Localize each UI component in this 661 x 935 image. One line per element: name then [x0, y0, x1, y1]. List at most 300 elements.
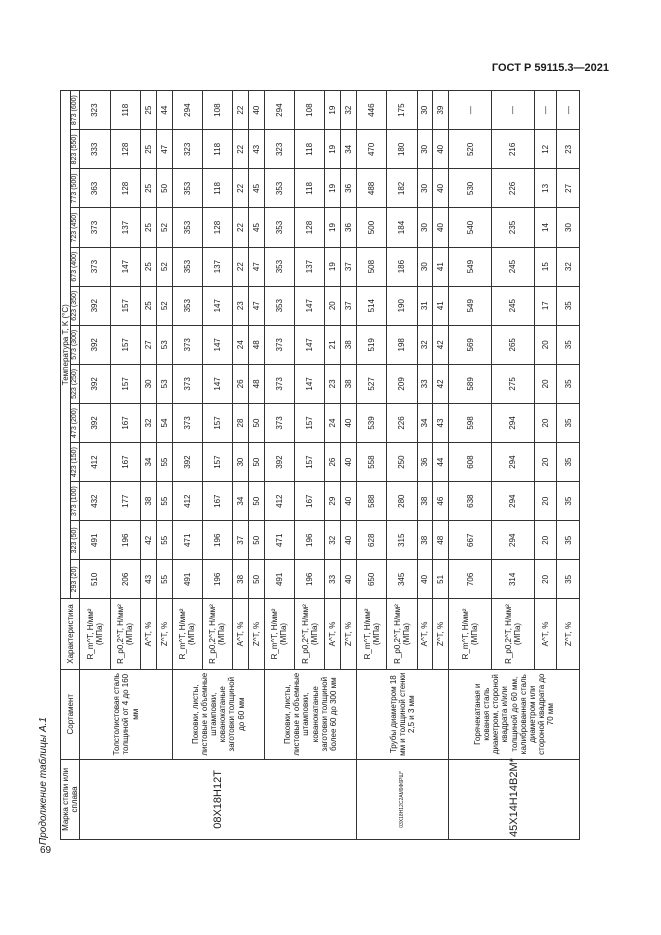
temperature-cell: 673 (400) [71, 247, 80, 286]
characteristic-cell: R_m^T, Н/мм² (МПа) [449, 599, 492, 669]
value-cell: 25 [140, 169, 156, 208]
table-row [264, 91, 294, 840]
value-cell: 314 [492, 560, 535, 599]
value-cell: 34 [341, 130, 357, 169]
value-cell: 118 [110, 91, 140, 130]
value-cell: 491 [172, 560, 202, 599]
value-cell: 196 [295, 521, 325, 560]
value-cell: 27 [557, 169, 580, 208]
value-cell: 50 [248, 521, 264, 560]
sortament-header: Сортамент [61, 669, 80, 759]
value-cell: 30 [417, 130, 433, 169]
grade-cell: 45Х14Н14В2М* [449, 759, 580, 839]
value-cell: 20 [534, 364, 556, 403]
value-cell: 323 [172, 130, 202, 169]
value-cell: 137 [295, 247, 325, 286]
value-cell: 128 [110, 169, 140, 208]
value-cell: 52 [156, 286, 172, 325]
value-cell: 147 [110, 247, 140, 286]
value-cell: 25 [140, 91, 156, 130]
value-cell: 42 [433, 325, 449, 364]
value-cell: 13 [534, 169, 556, 208]
value-cell: 471 [172, 521, 202, 560]
value-cell: 40 [341, 403, 357, 442]
characteristic-cell: R_m^T, Н/мм² (МПа) [264, 599, 294, 669]
value-cell: 373 [80, 247, 110, 286]
value-cell: 20 [534, 325, 556, 364]
value-cell: 43 [433, 403, 449, 442]
value-cell: 373 [172, 364, 202, 403]
value-cell: 17 [534, 286, 556, 325]
value-cell: 27 [140, 325, 156, 364]
value-cell: 43 [248, 130, 264, 169]
value-cell: 157 [202, 443, 232, 482]
characteristic-cell: Z^T, % [156, 599, 172, 669]
value-cell: 530 [449, 169, 492, 208]
value-cell: 353 [172, 169, 202, 208]
value-cell: 598 [449, 403, 492, 442]
value-cell: 392 [80, 325, 110, 364]
value-cell: 25 [140, 247, 156, 286]
value-cell: — [534, 91, 556, 130]
value-cell: 44 [156, 91, 172, 130]
value-cell: 32 [140, 403, 156, 442]
value-cell: 40 [341, 482, 357, 521]
value-cell: 24 [325, 403, 341, 442]
value-cell: 38 [417, 521, 433, 560]
characteristic-header: Характеристика [61, 599, 80, 669]
value-cell: 265 [492, 325, 535, 364]
value-cell: 41 [433, 247, 449, 286]
value-cell: 41 [433, 286, 449, 325]
value-cell: 40 [248, 91, 264, 130]
value-cell: 22 [233, 130, 249, 169]
characteristic-cell: R_p0,2^T, Н/мм² (МПа) [387, 599, 417, 669]
value-cell: 180 [387, 130, 417, 169]
value-cell: 35 [557, 364, 580, 403]
sortament-cell: Поковки, листы, листовые и объемные штамповки, кованокатаные заготовки толщиной до 60 мм [172, 669, 264, 759]
value-cell: 392 [172, 443, 202, 482]
value-cell: 412 [80, 443, 110, 482]
value-cell: 36 [417, 443, 433, 482]
value-cell: 34 [140, 443, 156, 482]
value-cell: 147 [202, 325, 232, 364]
value-cell: 196 [202, 521, 232, 560]
value-cell: 50 [248, 443, 264, 482]
temperature-cell: 623 (350) [71, 286, 80, 325]
value-cell: 23 [233, 286, 249, 325]
value-cell: 55 [156, 482, 172, 521]
temperature-cell: 323 (50) [71, 521, 80, 560]
value-cell: 137 [202, 247, 232, 286]
value-cell: 38 [140, 482, 156, 521]
value-cell: 14 [534, 208, 556, 247]
value-cell: 46 [433, 482, 449, 521]
characteristic-cell: R_p0,2^T, Н/мм² (МПа) [492, 599, 535, 669]
value-cell: 40 [341, 443, 357, 482]
value-cell: 353 [264, 169, 294, 208]
characteristic-cell: R_m^T, Н/мм² (МПа) [172, 599, 202, 669]
value-cell: 186 [387, 247, 417, 286]
temperature-cell: 773 (500) [71, 169, 80, 208]
value-cell: 209 [387, 364, 417, 403]
sortament-cell: Поковки, листы, листовые и объемные штамповки, кованокатаные заготовки толщиной более 60 до 300 мм [264, 669, 356, 759]
value-cell: 167 [202, 482, 232, 521]
value-cell: 40 [417, 560, 433, 599]
value-cell: 22 [233, 208, 249, 247]
value-cell: 54 [156, 403, 172, 442]
characteristic-cell: R_m^T, Н/мм² (МПа) [357, 599, 387, 669]
temperature-cell: 573 (300) [71, 325, 80, 364]
temperature-cell: 473 (200) [71, 403, 80, 442]
value-cell: 32 [417, 325, 433, 364]
value-cell: 588 [357, 482, 387, 521]
value-cell: 45 [248, 208, 264, 247]
table-row [357, 91, 387, 840]
value-cell: 38 [417, 482, 433, 521]
characteristic-cell: R_p0,2^T, Н/мм² (МПа) [295, 599, 325, 669]
value-cell: 667 [449, 521, 492, 560]
temperature-cell: 873 (600) [71, 91, 80, 130]
value-cell: 373 [172, 325, 202, 364]
value-cell: 42 [433, 364, 449, 403]
value-cell: 48 [433, 521, 449, 560]
value-cell: 40 [341, 521, 357, 560]
value-cell: 315 [387, 521, 417, 560]
value-cell: 226 [492, 169, 535, 208]
value-cell: 323 [80, 91, 110, 130]
value-cell: 175 [387, 91, 417, 130]
value-cell: 294 [264, 91, 294, 130]
value-cell: 30 [417, 169, 433, 208]
value-cell: 53 [156, 325, 172, 364]
value-cell: 22 [233, 91, 249, 130]
value-cell: 40 [433, 130, 449, 169]
value-cell: 157 [295, 443, 325, 482]
value-cell: 50 [248, 482, 264, 521]
value-cell: 42 [140, 521, 156, 560]
value-cell: 392 [80, 364, 110, 403]
value-cell: 549 [449, 247, 492, 286]
value-cell: 147 [295, 364, 325, 403]
value-cell: 363 [80, 169, 110, 208]
value-cell: — [492, 91, 535, 130]
characteristic-cell: Z^T, % [557, 599, 580, 669]
value-cell: 37 [233, 521, 249, 560]
value-cell: 196 [202, 560, 232, 599]
value-cell: 22 [233, 247, 249, 286]
value-cell: 35 [557, 560, 580, 599]
value-cell: 333 [80, 130, 110, 169]
value-cell: 25 [140, 208, 156, 247]
value-cell: 491 [264, 560, 294, 599]
value-cell: 157 [295, 403, 325, 442]
value-cell: 470 [357, 130, 387, 169]
value-cell: 323 [264, 130, 294, 169]
rotated-table-container [60, 90, 580, 840]
value-cell: 30 [417, 208, 433, 247]
characteristic-cell: R_p0,2^T, Н/мм² (МПа) [110, 599, 140, 669]
value-cell: 20 [325, 286, 341, 325]
value-cell: 353 [172, 208, 202, 247]
value-cell: 108 [202, 91, 232, 130]
value-cell: 52 [156, 208, 172, 247]
temperature-cell: 823 (550) [71, 130, 80, 169]
value-cell: 650 [357, 560, 387, 599]
value-cell: 21 [325, 325, 341, 364]
value-cell: 40 [433, 208, 449, 247]
value-cell: 51 [433, 560, 449, 599]
value-cell: 31 [417, 286, 433, 325]
sortament-cell: Толстолистовая сталь толщиной от 4 до 160 мм [80, 669, 172, 759]
value-cell: 250 [387, 443, 417, 482]
value-cell: 128 [295, 208, 325, 247]
value-cell: 19 [325, 208, 341, 247]
value-cell: 235 [492, 208, 535, 247]
value-cell: 53 [156, 364, 172, 403]
table-row [80, 91, 110, 840]
value-cell: 569 [449, 325, 492, 364]
value-cell: 118 [295, 130, 325, 169]
value-cell: 412 [264, 482, 294, 521]
temperature-cell: 423 (150) [71, 443, 80, 482]
characteristic-cell: Z^T, % [248, 599, 264, 669]
properties-table [60, 90, 580, 840]
value-cell: 353 [172, 247, 202, 286]
value-cell: 26 [325, 443, 341, 482]
value-cell: 245 [492, 247, 535, 286]
characteristic-cell: A^T, % [233, 599, 249, 669]
temperature-cell: 723 (450) [71, 208, 80, 247]
value-cell: 118 [202, 169, 232, 208]
table-row [172, 91, 202, 840]
value-cell: 446 [357, 91, 387, 130]
value-cell: 392 [80, 286, 110, 325]
value-cell: 33 [325, 560, 341, 599]
value-cell: 20 [534, 482, 556, 521]
value-cell: 520 [449, 130, 492, 169]
value-cell: 182 [387, 169, 417, 208]
value-cell: 30 [557, 208, 580, 247]
value-cell: 38 [341, 364, 357, 403]
value-cell: 19 [325, 130, 341, 169]
value-cell: 294 [492, 403, 535, 442]
value-cell: 147 [295, 325, 325, 364]
value-cell: 34 [233, 482, 249, 521]
value-cell: 45 [248, 169, 264, 208]
sortament-cell: Горячекатаная и кованая сталь диаметром, стороной квадрата и/или толщиной до 60 мм, калиброванная сталь диаметром или стороной квадрата до 70 мм [449, 669, 580, 759]
value-cell: 589 [449, 364, 492, 403]
value-cell: 353 [264, 286, 294, 325]
value-cell: 40 [341, 560, 357, 599]
value-cell: 44 [433, 443, 449, 482]
value-cell: 706 [449, 560, 492, 599]
standard-header: ГОСТ Р 59115.3—2021 [491, 62, 609, 74]
value-cell: 206 [110, 560, 140, 599]
value-cell: 48 [248, 325, 264, 364]
value-cell: 540 [449, 208, 492, 247]
page-number: 69 [40, 845, 52, 856]
value-cell: 373 [264, 403, 294, 442]
temperature-header: Температура T, K (°C) [61, 91, 71, 599]
value-cell: 35 [557, 521, 580, 560]
value-cell: 48 [248, 364, 264, 403]
value-cell: 508 [357, 247, 387, 286]
value-cell: 353 [172, 286, 202, 325]
value-cell: 147 [202, 286, 232, 325]
value-cell: 216 [492, 130, 535, 169]
value-cell: 55 [156, 560, 172, 599]
value-cell: 184 [387, 208, 417, 247]
value-cell: 47 [248, 286, 264, 325]
value-cell: 491 [80, 521, 110, 560]
table-row [449, 91, 492, 840]
grade-header: Марка стали или сплава [61, 759, 80, 839]
value-cell: 52 [156, 247, 172, 286]
value-cell: 20 [534, 521, 556, 560]
temperature-cell: 523 (250) [71, 364, 80, 403]
value-cell: 147 [202, 364, 232, 403]
value-cell: 47 [248, 247, 264, 286]
value-cell: 55 [156, 443, 172, 482]
continuation-label: Продолжение таблицы А.1 [38, 717, 49, 845]
value-cell: 35 [557, 443, 580, 482]
value-cell: 392 [264, 443, 294, 482]
characteristic-cell: A^T, % [325, 599, 341, 669]
value-cell: 539 [357, 403, 387, 442]
value-cell: 412 [172, 482, 202, 521]
value-cell: 36 [341, 169, 357, 208]
value-cell: 345 [387, 560, 417, 599]
value-cell: 167 [295, 482, 325, 521]
value-cell: 108 [295, 91, 325, 130]
value-cell: 19 [325, 247, 341, 286]
value-cell: 19 [325, 91, 341, 130]
value-cell: 196 [110, 521, 140, 560]
value-cell: 392 [80, 403, 110, 442]
value-cell: 35 [557, 482, 580, 521]
value-cell: 38 [341, 325, 357, 364]
value-cell: 638 [449, 482, 492, 521]
value-cell: 26 [233, 364, 249, 403]
value-cell: 373 [80, 208, 110, 247]
value-cell: 36 [341, 208, 357, 247]
value-cell: 33 [417, 364, 433, 403]
characteristic-cell: A^T, % [140, 599, 156, 669]
value-cell: 275 [492, 364, 535, 403]
value-cell: — [557, 91, 580, 130]
value-cell: 30 [140, 364, 156, 403]
value-cell: 55 [156, 521, 172, 560]
value-cell: 510 [80, 560, 110, 599]
value-cell: 50 [248, 403, 264, 442]
temperature-cell: 373 (100) [71, 482, 80, 521]
value-cell: 38 [233, 560, 249, 599]
value-cell: 432 [80, 482, 110, 521]
value-cell: 30 [417, 91, 433, 130]
value-cell: 29 [325, 482, 341, 521]
value-cell: 527 [357, 364, 387, 403]
value-cell: 22 [233, 169, 249, 208]
characteristic-cell: R_m^T, Н/мм² (МПа) [80, 599, 110, 669]
value-cell: 40 [433, 169, 449, 208]
value-cell: 39 [433, 91, 449, 130]
value-cell: 373 [172, 403, 202, 442]
value-cell: 47 [156, 130, 172, 169]
value-cell: 32 [341, 91, 357, 130]
value-cell: 128 [202, 208, 232, 247]
value-cell: 28 [233, 403, 249, 442]
value-cell: 514 [357, 286, 387, 325]
value-cell: 558 [357, 443, 387, 482]
value-cell: 35 [557, 325, 580, 364]
value-cell: 30 [417, 247, 433, 286]
value-cell: 488 [357, 169, 387, 208]
temperature-cell: 293 (20) [71, 560, 80, 599]
value-cell: 500 [357, 208, 387, 247]
value-cell: 25 [140, 130, 156, 169]
value-cell: 294 [172, 91, 202, 130]
value-cell: 20 [534, 443, 556, 482]
value-cell: 519 [357, 325, 387, 364]
value-cell: 20 [534, 560, 556, 599]
value-cell: 118 [295, 169, 325, 208]
value-cell: 35 [557, 403, 580, 442]
value-cell: 32 [325, 521, 341, 560]
value-cell: 353 [264, 208, 294, 247]
value-cell: 23 [325, 364, 341, 403]
table-body [80, 91, 580, 840]
value-cell: 373 [264, 364, 294, 403]
grade-cell: 08Х18Н12Т [80, 759, 357, 839]
value-cell: 294 [492, 443, 535, 482]
value-cell: 157 [110, 286, 140, 325]
value-cell: 471 [264, 521, 294, 560]
value-cell: 196 [295, 560, 325, 599]
value-cell: 147 [295, 286, 325, 325]
value-cell: 34 [417, 403, 433, 442]
value-cell: 128 [110, 130, 140, 169]
characteristic-cell: Z^T, % [433, 599, 449, 669]
value-cell: 280 [387, 482, 417, 521]
characteristic-cell: A^T, % [534, 599, 556, 669]
value-cell: 12 [534, 130, 556, 169]
value-cell: 157 [202, 403, 232, 442]
characteristic-cell: A^T, % [417, 599, 433, 669]
value-cell: 177 [110, 482, 140, 521]
value-cell: 294 [492, 521, 535, 560]
value-cell: 608 [449, 443, 492, 482]
value-cell: 37 [341, 286, 357, 325]
sortament-cell: Трубы диаметром 18 мм и толщиной стенки 2,5 и 3 мм [357, 669, 449, 759]
characteristic-cell: R_p0,2^T, Н/мм² (МПа) [202, 599, 232, 669]
value-cell: 549 [449, 286, 492, 325]
value-cell: 157 [110, 364, 140, 403]
value-cell: 35 [557, 286, 580, 325]
value-cell: 19 [325, 169, 341, 208]
value-cell: — [449, 91, 492, 130]
value-cell: 373 [264, 325, 294, 364]
value-cell: 37 [341, 247, 357, 286]
value-cell: 15 [534, 247, 556, 286]
value-cell: 245 [492, 286, 535, 325]
value-cell: 118 [202, 130, 232, 169]
value-cell: 50 [156, 169, 172, 208]
value-cell: 32 [557, 247, 580, 286]
value-cell: 353 [264, 247, 294, 286]
grade-cell: 03Х18Н12С2АМ9Ф6РШ* [357, 759, 449, 839]
value-cell: 50 [248, 560, 264, 599]
